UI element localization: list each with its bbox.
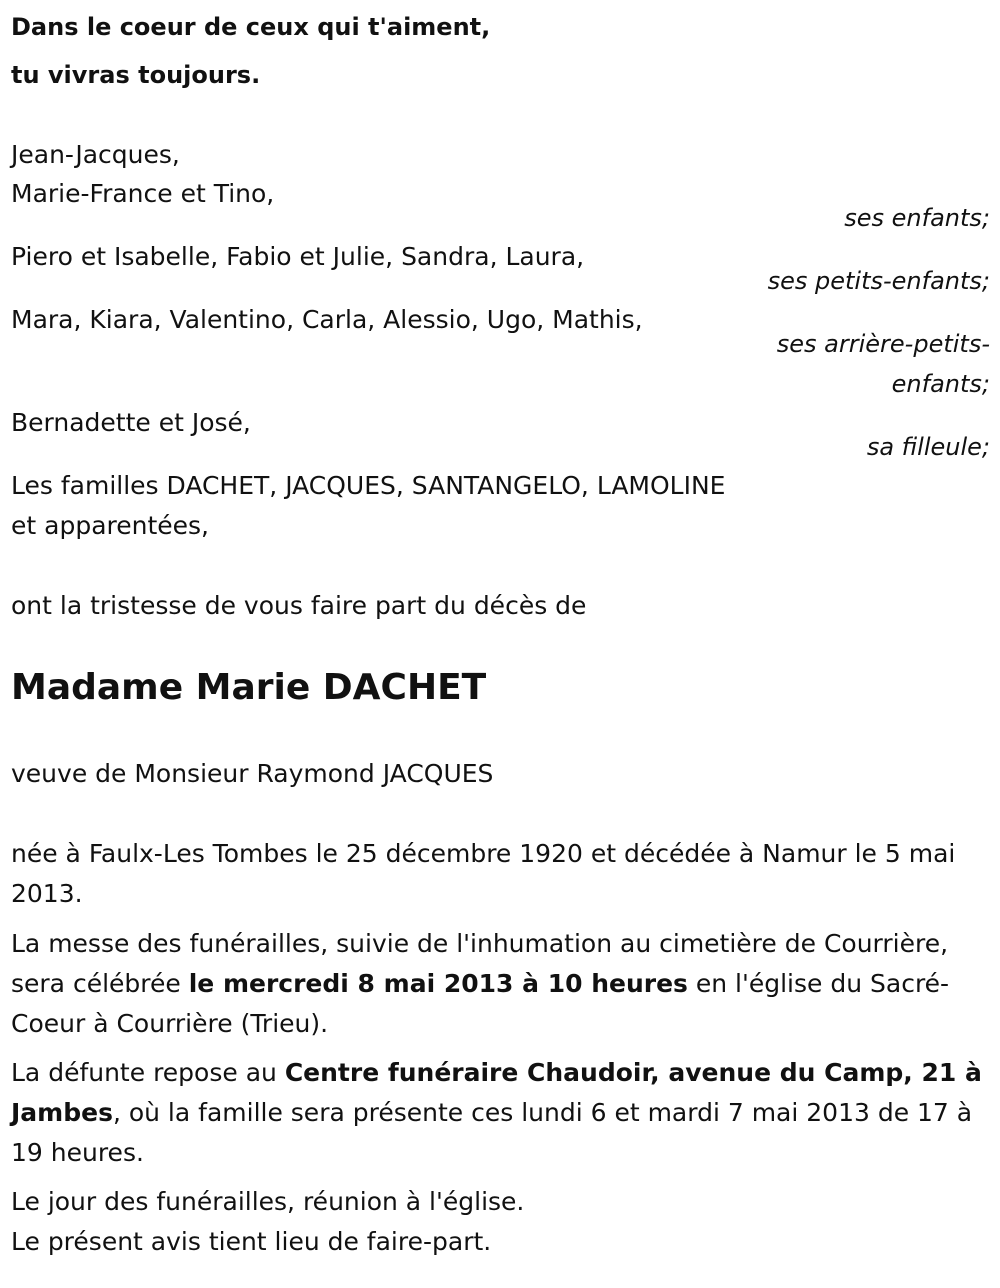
families-line-2: et apparentées, (11, 511, 209, 540)
funeral-date: le mercredi 8 mai 2013 à 10 heures (188, 969, 688, 998)
funeral-paragraph (11, 924, 989, 1044)
children-line-2: Marie-France et Tino, (11, 179, 275, 208)
children-relation: ses enfants; (844, 204, 990, 232)
goddaughter: Bernadette et José, (11, 408, 251, 437)
birth-death: née à Faulx-Les Tombes le 25 décembre 1920 et décédée à Namur le 5 mai 2013. (11, 839, 956, 908)
great-grandchildren-relation-line-1: ses arrière-petits- (776, 330, 990, 358)
children-line-1: Jean-Jacques, (11, 140, 180, 169)
rest-place: Centre funéraire Chaudoir, avenue du Camp, 21 à Jambes (11, 1058, 982, 1127)
announcement: ont la tristesse de vous faire part du décès de (11, 591, 587, 620)
meeting: Le jour des funérailles, réunion à l'église. (11, 1187, 525, 1216)
rest-paragraph (11, 1053, 989, 1173)
rest-text-2: , où la famille sera présente ces lundi 6 et mardi 7 mai 2013 de 17 à 19 heures. (11, 1098, 973, 1167)
epitaph-line-1: Dans le coeur de ceux qui t'aiment, (11, 13, 491, 41)
goddaughter-relation: sa filleule; (866, 433, 990, 461)
funeral-text-2: en l'église du Sacré-Coeur à Courrière (Trieu). (11, 969, 950, 1038)
grandchildren: Piero et Isabelle, Fabio et Julie, Sandra, Laura, (11, 242, 585, 271)
grandchildren-relation: ses petits-enfants; (767, 267, 990, 295)
notice: Le présent avis tient lieu de faire-part. (11, 1227, 492, 1256)
rest-text-1: La défunte repose au (11, 1058, 285, 1087)
funeral-text-1: La messe des funérailles, suivie de l'inhumation au cimetière de Courrière, sera célébrée (11, 929, 949, 998)
great-grandchildren: Mara, Kiara, Valentino, Carla, Alessio, Ugo, Mathis, (11, 305, 643, 334)
deceased-name: Madame Marie DACHET (11, 667, 487, 708)
epitaph-line-2: tu vivras toujours. (11, 61, 261, 89)
widow-of: veuve de Monsieur Raymond JACQUES (11, 759, 494, 788)
families-line-1: Les familles DACHET, JACQUES, SANTANGELO, LAMOLINE (11, 471, 726, 500)
great-grandchildren-relation-line-2: enfants; (891, 370, 990, 398)
